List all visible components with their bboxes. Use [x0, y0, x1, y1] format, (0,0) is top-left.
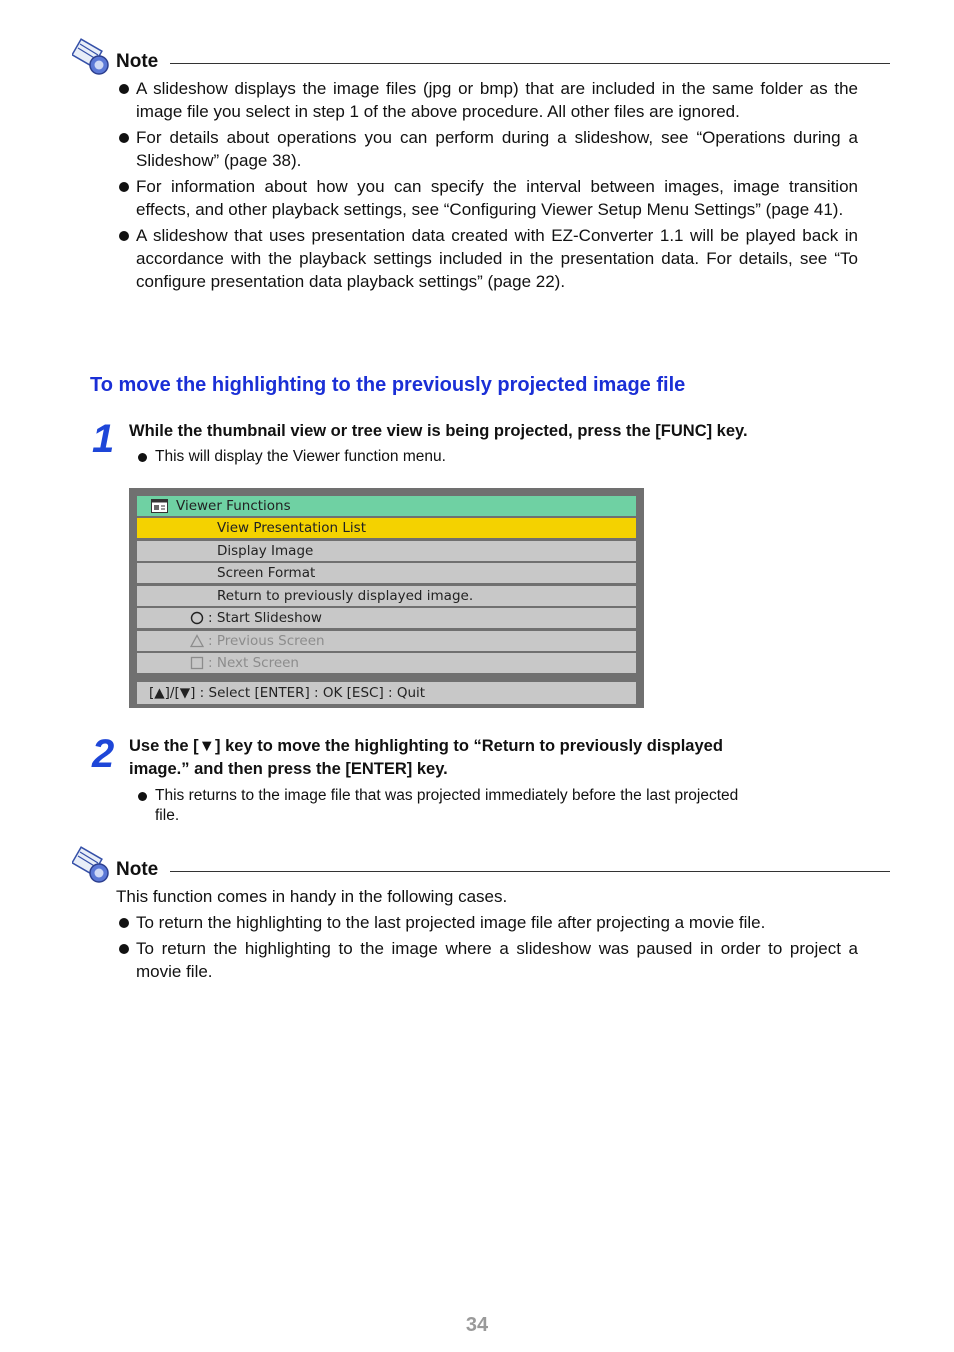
step-instruction-line1: Use the [▼] key to move the highlighting to “Return to previously displayed — [129, 737, 723, 755]
note-label: Note — [116, 51, 159, 72]
circle-icon — [190, 611, 204, 625]
menu-title-bar — [137, 496, 636, 516]
menu-item-return-previous[interactable]: Return to previously displayed image. — [137, 586, 636, 606]
step-number: 2 — [92, 732, 115, 776]
step-sub-note: This will display the Viewer function menu. — [136, 447, 446, 467]
note-divider — [170, 63, 890, 64]
triangle-icon — [190, 634, 204, 648]
list-item: A slideshow that uses presentation data created with EZ-Converter 1.1 will be played back in accordance with the playback settings included in the presentation data. For details, see “To configure presentation data playback settings” (page 22). — [118, 224, 858, 293]
step-sub-note-line1: This returns to the image file that was projected immediately before the last projected — [136, 786, 738, 806]
list-item: For information about how you can specify the interval between images, image transition effects, and other playback settings, see “Configuring Viewer Setup Menu Settings” (page 41). — [118, 175, 858, 221]
section-title: To move the highlighting to the previously projected image file — [90, 374, 686, 396]
list-item: To return the highlighting to the last projected image file after projecting a movie file. — [118, 911, 858, 934]
note-header — [72, 846, 890, 886]
menu-item-screen-format[interactable]: Screen Format — [137, 563, 636, 583]
list-item: To return the highlighting to the image where a slideshow was paused in order to project a movie file. — [118, 937, 858, 983]
menu-key-hints: [▲]/[▼] : Select [ENTER] : OK [ESC] : Quit — [137, 682, 636, 704]
menu-window-icon — [151, 499, 168, 513]
note-pencil-icon — [72, 846, 112, 886]
note-intro: This function comes in handy in the following cases. — [116, 887, 508, 906]
step-instruction: While the thumbnail view or tree view is being projected, press the [FUNC] key. — [129, 422, 748, 440]
menu-item-previous-screen[interactable]: : Previous Screen — [137, 631, 636, 651]
list-item: A slideshow displays the image files (jpg or bmp) that are included in the same folder as the image file you select in step 1 of the above procedure. All other files are ignored. — [118, 77, 858, 123]
viewer-functions-screenshot — [129, 488, 644, 708]
step-number: 1 — [92, 417, 115, 461]
square-icon — [190, 656, 204, 670]
note-bullet-list — [118, 911, 858, 986]
menu-item-display-image[interactable]: Display Image — [137, 541, 636, 561]
step-sub-note-line2: file. — [155, 807, 180, 824]
list-item: For details about operations you can perform during a slideshow, see “Operations during a Slideshow” (page 38). — [118, 126, 858, 172]
note-bullet-list — [118, 77, 858, 296]
step-instruction-line2: image.” and then press the [ENTER] key. — [129, 760, 448, 778]
page-number: 34 — [465, 1314, 489, 1336]
menu-item-start-slideshow[interactable]: : Start Slideshow — [137, 608, 636, 628]
note-divider — [170, 871, 890, 872]
note-header — [72, 38, 890, 78]
menu-title: Viewer Functions — [176, 498, 291, 514]
note-pencil-icon — [72, 38, 112, 78]
note-label: Note — [116, 859, 159, 880]
menu-item-next-screen[interactable]: : Next Screen — [137, 653, 636, 673]
menu-item-view-presentation-list[interactable]: View Presentation List — [137, 518, 636, 538]
